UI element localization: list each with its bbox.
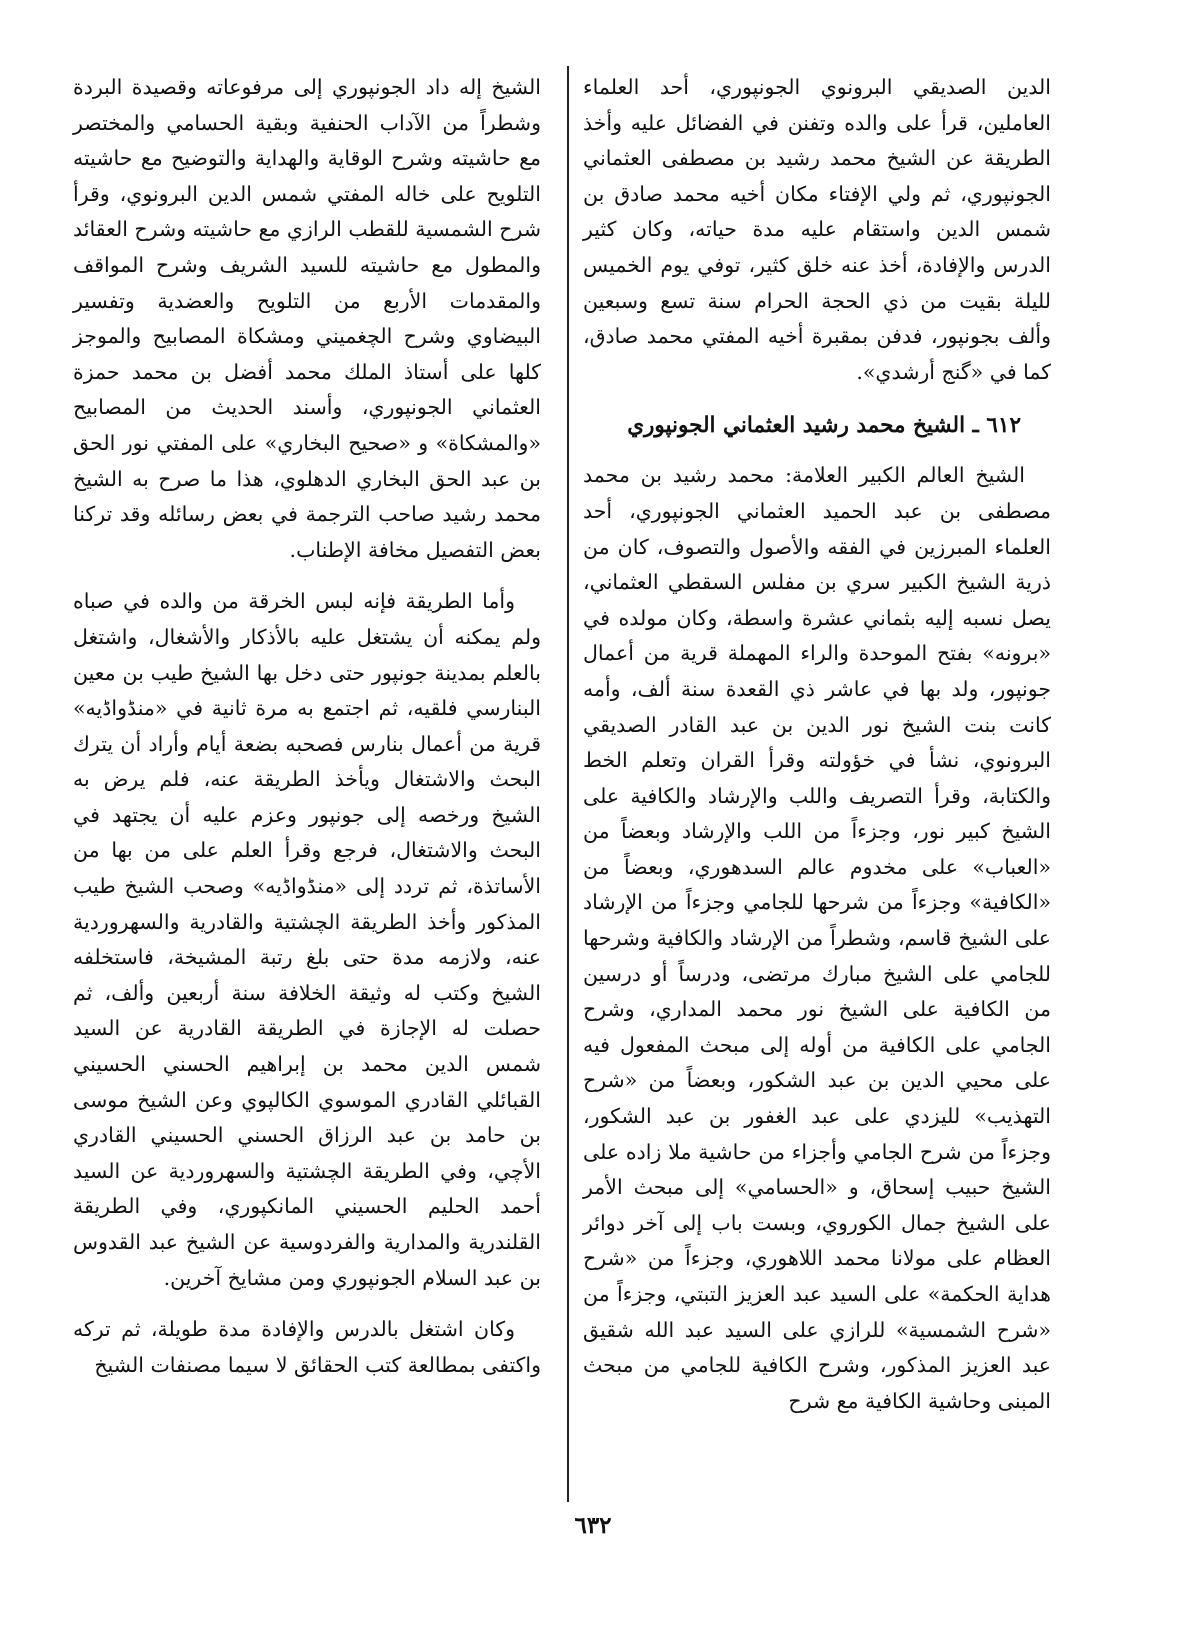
- page-number: ٦٣٢: [574, 1512, 612, 1539]
- entry-heading: ٦١٢ ـ الشيخ محمد رشيد العثماني الجونپوري: [627, 413, 1021, 439]
- left-column: [73, 70, 541, 1383]
- entry-body: الشيخ العالم الكبير العلامة: محمد رشيد بن محمد مصطفى بن عبد الحميد العثماني الجونپوري، أحد العلماء المبرزين في الفقه والأصول والتصوف، كان من ذرية الشيخ الكبير سري بن مفلس السقطي العثماني، يصل نسبه إليه بثماني عشرة واسطة، وكان مولده في «برونه» بفتح الموحدة والراء المهملة قرية من أعمال جونپور، ولد بها في عاشر ذي القعدة سنة ألف، وأمه كانت بنت الشيخ نور الدين بن عبد القادر الصديقي البرونوي، نشأ في خؤولته وقرأ القران وتعلم الخط والكتابة، وقرأ التصريف واللب والإرشاد والكافية على الشيخ كبير نور، وجزءاً من اللب والإرشاد وبعضاً من «العباب» على مخدوم عالم السدهوري، وبعضاً من «الكافية» وجزءاً من شرحها للجامي وجزءاً من الإرشاد على الشيخ قاسم، وشطراً من الإرشاد والكافية وشرحها للجامي على الشيخ مبارك مرتضى، ودرساً أو درسين من الكافية على الشيخ نور محمد المداري، وشرح الجامي على الكافية من أوله إلى مبحث المفعول فيه على محيي الدين بن عبد الشكور، وبعضاً من «شرح التهذيب» لليزدي على عبد الغفور بن عبد الشكور، وجزءاً من شرح الجامي وأجزاء من حاشية ملا زاده على الشيخ حبيب إسحاق، و «الحسامي» إلى مبحث الأمر على الشيخ جمال الكوروي، وبست باب إلى آخر دوائر العظام على مولانا محمد اللاهوري، وجزءاً من «شرح هداية الحكمة» على السيد عبد العزيز التبتي، وجزءاً من «شرح الشمسية» للرازي على السيد عبد الله شقيق عبد العزيز المذكور، وشرح الكافية للجامي من مبحث المبنى وحاشية الكافية مع شرح: [583, 463, 1051, 1413]
- paragraph-studies: الشيخ إله داد الجونپوري إلى مرفوعاته وقصيدة البردة وشطراً من الآداب الحنفية وبقية الحسامي والمختصر مع حاشيته وشرح الوقاية والهداية والتوضيح مع حاشيته التلويح على خاله المفتي شمس الدين البرونوي، وقرأ شرح الشمسية للقطب الرازي مع حاشيته وشرح العقائد والمطول مع حاشيته للسيد الشريف وشرح المواقف والمقدمات الأربع من التلويح والعضدية وتفسير البيضاوي وشرح الچغميني ومشكاة المصابيح والموجز كلها على أستاذ الملك محمد أفضل بن محمد حمزة العثماني الجونپوري، وأسند الحديث من المصابيح «والمشكاة» و «صحيح البخاري» على المفتي نور الحق بن عبد الحق البخاري الدهلوي، هذا ما صرح به الشيخ محمد رشيد صاحب الترجمة في بعض رسائله وقد تركنا بعض التفصيل مخافة الإطناب.: [72, 75, 541, 562]
- right-column: [583, 70, 1051, 1419]
- paragraph-tariqa: وأما الطريقة فإنه لبس الخرقة من والده في صباه ولم يمكنه أن يشتغل عليه بالأذكار والأشغال، واشتغل بالعلم بمدينة جونپور حتى دخل بها الشيخ طيب بن معين البنارسي فلقيه، ثم اجتمع به مرة ثانية في «منڈواڈيه» قرية من أعمال بنارس فصحبه بضعة أيام وأراد أن يترك البحث والاشتغال ويأخذ الطريقة عنه، فلم يرض به الشيخ ورخصه إلى جونپور وعزم عليه أن يجتهد في البحث والاشتغال، فرجع وقرأ العلم على من بها من الأساتذة، ثم تردد إلى «منڈواڈيه» وصحب الشيخ طيب المذكور وأخذ الطريقة الچشتية والقادرية والسهروردية عنه، ولازمه مدة حتى بلغ رتبة المشيخة، فاستخلفه الشيخ وكتب له وثيقة الخلافة سنة أربعين وألف، ثم حصلت له الإجازة في الطريقة القادرية عن السيد شمس الدين محمد بن إبراهيم الحسني الحسيني القبائلي القادري الموسوي الكالپوي وعن الشيخ موسى بن حامد بن عبد الرزاق الحسني الحسيني القادري الأچي، وفي الطريقة الچشتية والسهروردية عن السيد أحمد الحليم الحسيني المانكپوري، وفي الطريقة القلندرية والمدارية والفردوسية عن الشيخ عبد القدوس بن عبد السلام الجونپوري ومن مشايخ آخرين.: [73, 589, 541, 1290]
- column-divider: [567, 66, 569, 1502]
- previous-entry-continuation: الدين الصديقي البرونوي الجونپوري، أحد العلماء العاملين، قرأ على والده وتفنن في الفضائل عليه وأخذ الطريقة عن الشيخ محمد رشيد بن مصطفى العثماني الجونپوري، ثم ولي الإفتاء مكان أخيه محمد صادق بن شمس الدين واستقام عليه مدة حياته، وكان كثير الدرس والإفادة، أخذ عنه خلق كثير، توفي يوم الخميس لليلة بقيت من ذي الحجة الحرام سنة تسع وسبعين وألف بجونپور، فدفن بمقبرة أخيه المفتي محمد صادق، كما في «گنج أرشدي».: [583, 75, 1051, 384]
- paragraph-teaching: وكان اشتغل بالدرس والإفادة مدة طويلة، ثم تركه واكتفى بمطالعة كتب الحقائق لا سيما مصنفات الشيخ: [73, 1317, 541, 1377]
